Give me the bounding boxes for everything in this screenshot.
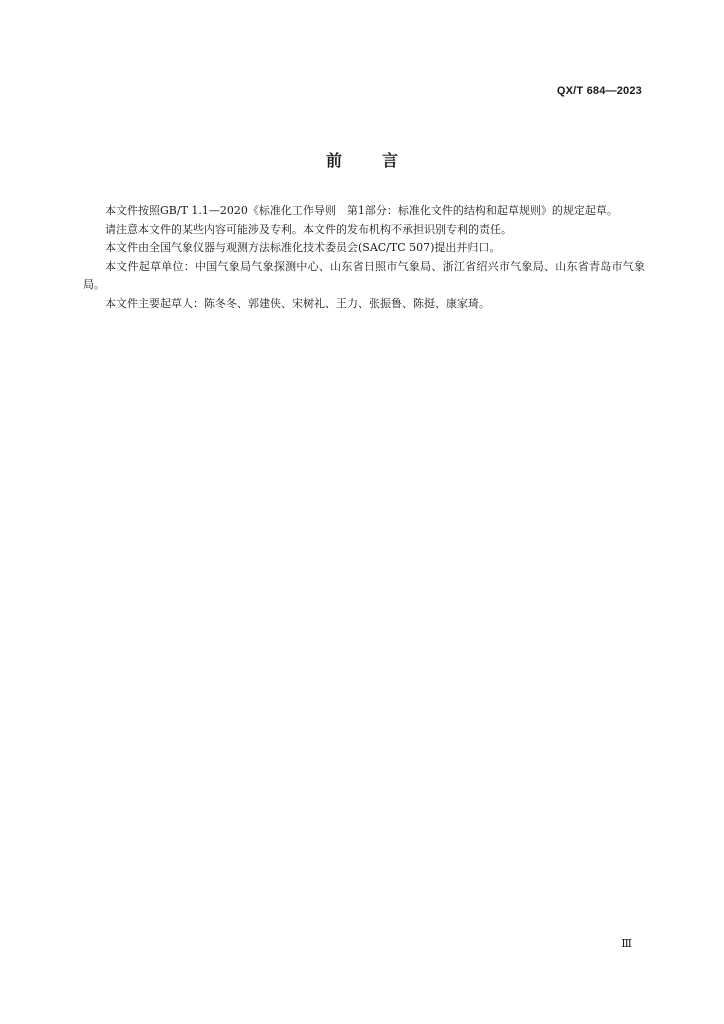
page-title [0,148,724,171]
paragraph-drafting-units: 本文件起草单位：中国气象局气象探测中心、山东省日照市气象局、浙江省绍兴市气象局、山东省青岛市气象局。 [83,259,645,292]
paragraph-drafting-basis: 本文件按照GB/T 1.1—2020《标准化工作导则 第1部分：标准化文件的结构和起草规则》的规定起草。 [105,204,618,217]
page-title-char-2: 言 [382,151,399,170]
paragraph-patent-notice: 请注意本文件的某些内容可能涉及专利。本文件的发布机构不承担识别专利的责任。 [105,222,512,236]
page-number: Ⅲ [621,937,632,950]
paragraph-drafters: 本文件主要起草人：陈冬冬、郭建侠、宋树礼、王力、张振鲁、陈挺、康家琦。 [105,296,490,310]
document-code: QX/T 684—2023 [556,85,642,97]
foreword-body [83,202,645,314]
paragraph-proposer: 本文件由全国气象仪器与观测方法标准化技术委员会(SAC/TC 507)提出并归口。 [105,241,501,255]
page-title-char-1: 前 [325,151,342,170]
